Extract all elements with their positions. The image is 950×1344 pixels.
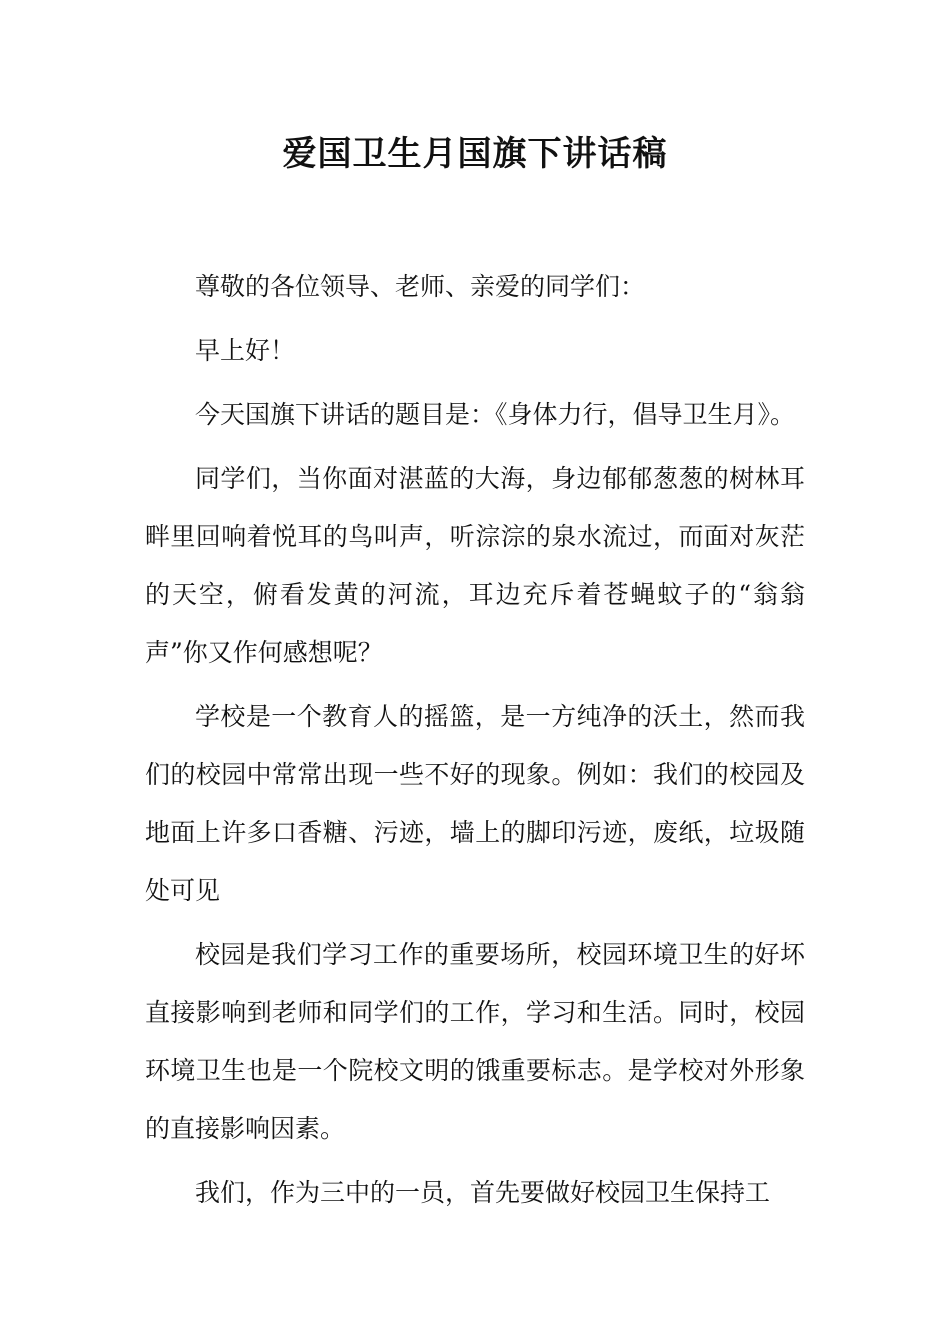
paragraph-greeting: 尊敬的各位领导、老师、亲爱的同学们： <box>195 272 646 301</box>
paragraph-contrast: 同学们，当你面对湛蓝的大海，身边郁郁葱葱的树林耳畔里回响着悦耳的鸟叫声，听淙淙的泉水流过，而面对灰茫的天空，俯看发黄的河流，耳边充斥着苍蝇蚊子的“翁翁声”你又作何感想呢？ <box>145 464 805 667</box>
document-title: 爱国卫生月国旗下讲话稿 <box>282 134 668 174</box>
paragraph-topic: 今天国旗下讲话的题目是：《身体力行，倡导卫生月》。 <box>195 400 796 429</box>
paragraph-importance: 校园是我们学习工作的重要场所，校园环境卫生的好坏直接影响到老师和同学们的工作，学习和生活。同时，校园环境卫生也是一个院校文明的饿重要标志。是学校对外形象的直接影响因素。 <box>145 940 805 1143</box>
paragraph-good-morning: 早上好！ <box>195 336 296 365</box>
document-body <box>145 258 805 1222</box>
paragraph-school-problems: 学校是一个教育人的摇篮，是一方纯净的沃土，然而我们的校园中常常出现一些不好的现象。例如：我们的校园及地面上许多口香糖、污迹，墙上的脚印污迹，废纸，垃圾随处可见 <box>145 702 805 905</box>
paragraph-our-duty: 我们，作为三中的一员，首先要做好校园卫生保持工 <box>195 1178 771 1207</box>
